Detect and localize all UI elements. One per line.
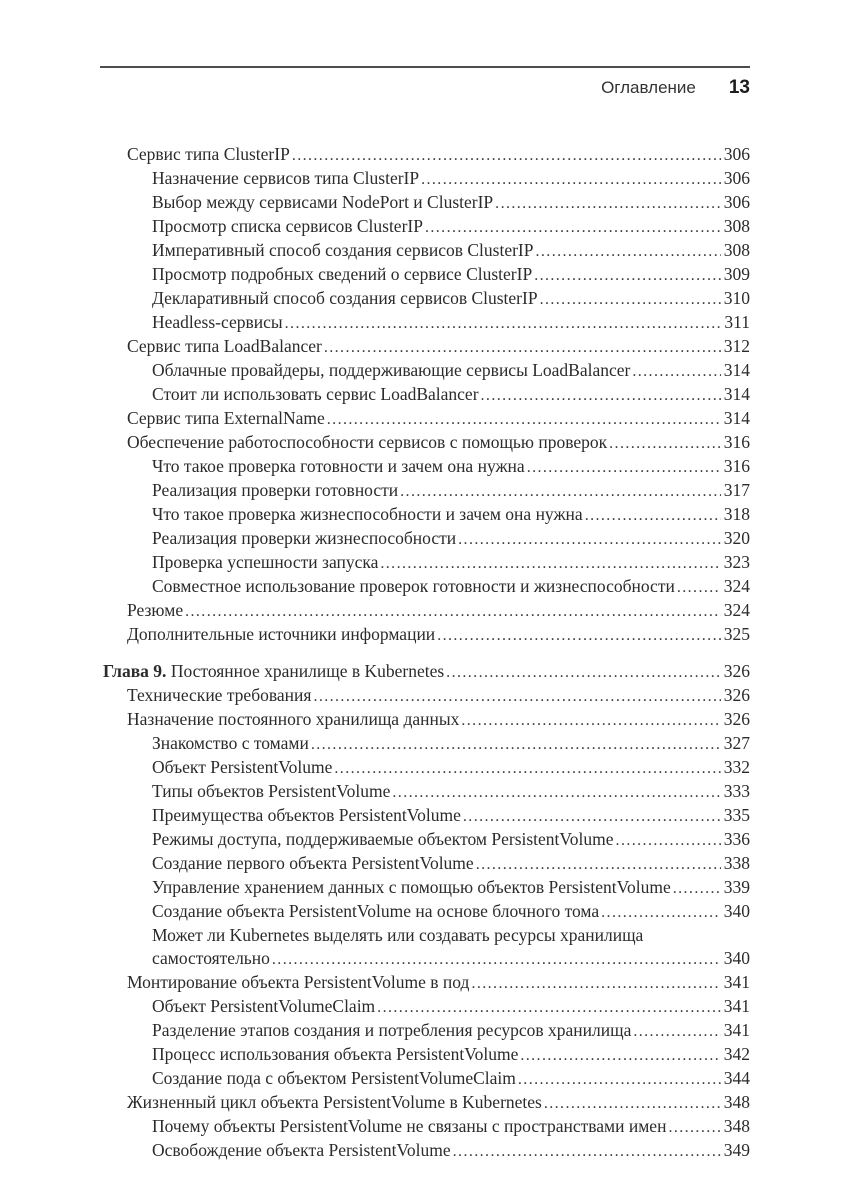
dot-leader bbox=[540, 287, 721, 311]
toc-entry-page-number: 342 bbox=[723, 1044, 750, 1064]
dot-leader bbox=[425, 215, 721, 239]
dot-leader bbox=[185, 599, 721, 623]
toc-entry-row bbox=[152, 780, 750, 804]
dot-leader bbox=[673, 876, 721, 900]
toc-entry-page-number: 341 bbox=[723, 972, 750, 992]
toc-entry-page-number: 306 bbox=[723, 192, 750, 212]
toc-entry-page-number: 344 bbox=[723, 1068, 750, 1088]
toc-entry-title: Облачные провайдеры, поддерживающие сервисы LoadBalancer bbox=[152, 360, 631, 380]
toc-entry-title: Почему объекты PersistentVolume не связаны с пространствами имен bbox=[152, 1116, 667, 1136]
toc-entry-row bbox=[103, 660, 750, 684]
toc-entry-row bbox=[127, 623, 750, 647]
dot-leader bbox=[677, 575, 721, 599]
dot-leader bbox=[585, 503, 721, 527]
toc-entry-page-number: 340 bbox=[723, 901, 750, 921]
toc-entry-page-number: 308 bbox=[723, 216, 750, 236]
toc-entry-row bbox=[127, 971, 750, 995]
dot-leader bbox=[285, 311, 722, 335]
toc-entry-title: Сервис типа ClusterIP bbox=[127, 144, 290, 164]
toc-entry-title: Может ли Kubernetes выделять или создавать ресурсы хранилища bbox=[152, 925, 644, 945]
toc-entry-title: Разделение этапов создания и потребления ресурсов хранилища bbox=[152, 1020, 632, 1040]
toc-entry bbox=[100, 527, 750, 551]
toc-entry-row bbox=[127, 335, 750, 359]
toc-entry-title: Процесс использования объекта PersistentVolume bbox=[152, 1044, 519, 1064]
toc-entry-title: Назначение постоянного хранилища данных bbox=[127, 709, 460, 729]
toc-entry-title: Сервис типа ExternalName bbox=[127, 408, 325, 428]
dot-leader bbox=[461, 708, 720, 732]
toc-entry bbox=[100, 551, 750, 575]
toc-entry-row bbox=[152, 947, 750, 971]
toc-entry-row bbox=[152, 167, 750, 191]
toc-entry bbox=[100, 1019, 750, 1043]
toc-entry bbox=[100, 359, 750, 383]
toc-entry bbox=[100, 1067, 750, 1091]
toc-entry-page-number: 318 bbox=[723, 504, 750, 524]
toc-entry-title: Глава 9. Постоянное хранилище в Kubernetes bbox=[103, 661, 445, 681]
toc-entry-page-number: 349 bbox=[723, 1140, 750, 1160]
toc-entry-page-number: 333 bbox=[723, 781, 750, 801]
toc-entry bbox=[100, 684, 750, 708]
toc-entry-title: Совместное использование проверок готовности и жизнеспособности bbox=[152, 576, 675, 596]
toc-entry bbox=[100, 900, 750, 924]
toc-entry-row bbox=[152, 995, 750, 1019]
dot-leader bbox=[272, 947, 721, 971]
dot-leader bbox=[292, 143, 721, 167]
toc-entry bbox=[100, 407, 750, 431]
toc-entry-title: Типы объектов PersistentVolume bbox=[152, 781, 391, 801]
toc-entry-title: Декларативный способ создания сервисов ClusterIP bbox=[152, 288, 538, 308]
toc-entry-title: Реализация проверки готовности bbox=[152, 480, 399, 500]
toc-entry-page-number: 326 bbox=[723, 709, 750, 729]
toc-entry bbox=[100, 876, 750, 900]
dot-leader bbox=[476, 852, 721, 876]
toc-entry-page-number: 314 bbox=[723, 360, 750, 380]
toc-entry bbox=[100, 828, 750, 852]
chapter-number-label: Глава 9. bbox=[103, 661, 171, 681]
dot-leader bbox=[377, 995, 721, 1019]
toc-entry-page-number: 309 bbox=[723, 264, 750, 284]
toc-entry-page-number: 332 bbox=[723, 757, 750, 777]
toc-entry-title: Технические требования bbox=[127, 685, 312, 705]
toc-entry-page-number: 324 bbox=[723, 576, 750, 596]
toc-entry-row bbox=[152, 732, 750, 756]
toc-entry-page-number: 316 bbox=[723, 456, 750, 476]
toc-entry-title: Режимы доступа, поддерживаемые объектом PersistentVolume bbox=[152, 829, 614, 849]
toc-entry-page-number: 335 bbox=[723, 805, 750, 825]
toc-entry-page-number: 308 bbox=[723, 240, 750, 260]
toc-entry-title: Стоит ли использовать сервис LoadBalancer bbox=[152, 384, 479, 404]
toc-entry-title: Создание пода с объектом PersistentVolumeClaim bbox=[152, 1068, 516, 1088]
toc-entry-page-number: 316 bbox=[723, 432, 750, 452]
toc-entry-row bbox=[152, 503, 750, 527]
toc-entry-title: Объект PersistentVolume bbox=[152, 757, 333, 777]
running-header-title: Оглавление bbox=[601, 78, 696, 97]
toc-entry-title: Жизненный цикл объекта PersistentVolume в Kubernetes bbox=[127, 1092, 542, 1112]
toc-entry bbox=[100, 287, 750, 311]
toc-entry-title: Проверка успешности запуска bbox=[152, 552, 379, 572]
toc-entry-row bbox=[152, 287, 750, 311]
toc-entry bbox=[100, 263, 750, 287]
toc-entry bbox=[100, 335, 750, 359]
toc-entry-title: самостоятельно bbox=[152, 948, 270, 968]
toc-entry bbox=[100, 804, 750, 828]
toc-entry-row bbox=[152, 263, 750, 287]
toc-entry bbox=[100, 575, 750, 599]
toc-entry-title: Знакомство с томами bbox=[152, 733, 309, 753]
toc-entry bbox=[100, 431, 750, 455]
dot-leader bbox=[495, 191, 721, 215]
toc-entry-page-number: 310 bbox=[723, 288, 750, 308]
toc-entry-title: Дополнительные источники информации bbox=[127, 624, 436, 644]
dot-leader bbox=[458, 527, 721, 551]
toc-entry-row bbox=[152, 828, 750, 852]
toc-entry-row bbox=[152, 1067, 750, 1091]
toc-entry-title: Реализация проверки жизнеспособности bbox=[152, 528, 457, 548]
dot-leader bbox=[544, 1091, 721, 1115]
toc-entry-row bbox=[152, 852, 750, 876]
toc-entry-row bbox=[152, 239, 750, 263]
toc-entry-row bbox=[152, 900, 750, 924]
toc-entry-page-number: 306 bbox=[723, 144, 750, 164]
toc-entry-page-number: 325 bbox=[723, 624, 750, 644]
toc-entry bbox=[100, 924, 750, 971]
toc-entry-title: Монтирование объекта PersistentVolume в под bbox=[127, 972, 470, 992]
toc-entry-row bbox=[127, 431, 750, 455]
toc-entry-row bbox=[152, 756, 750, 780]
toc-entry-page-number: 306 bbox=[723, 168, 750, 188]
toc-entry-row bbox=[152, 1043, 750, 1067]
dot-leader bbox=[324, 335, 721, 359]
toc-entry bbox=[100, 756, 750, 780]
toc-entry-page-number: 314 bbox=[723, 408, 750, 428]
dot-leader bbox=[518, 1067, 721, 1091]
toc-entry-row bbox=[127, 407, 750, 431]
toc-entry-page-number: 326 bbox=[723, 685, 750, 705]
dot-leader bbox=[380, 551, 720, 575]
toc-entry-page-number: 336 bbox=[723, 829, 750, 849]
toc-entry bbox=[100, 1115, 750, 1139]
dot-leader bbox=[481, 383, 721, 407]
toc-entry bbox=[100, 455, 750, 479]
toc-entry bbox=[100, 995, 750, 1019]
toc-entry-title: Просмотр подробных сведений о сервисе ClusterIP bbox=[152, 264, 533, 284]
dot-leader bbox=[437, 623, 721, 647]
toc-entry-title: Headless-сервисы bbox=[152, 312, 283, 332]
toc-entry-row bbox=[152, 575, 750, 599]
toc-entry-row bbox=[152, 804, 750, 828]
dot-leader bbox=[327, 407, 721, 431]
running-header bbox=[100, 66, 750, 99]
dot-leader bbox=[527, 455, 721, 479]
toc-entry bbox=[100, 1091, 750, 1115]
dot-leader bbox=[421, 167, 721, 191]
toc-entry-row bbox=[127, 1091, 750, 1115]
toc-entry-row bbox=[152, 876, 750, 900]
toc-entry bbox=[100, 383, 750, 407]
toc-entry-page-number: 338 bbox=[723, 853, 750, 873]
toc-entry bbox=[100, 479, 750, 503]
toc-entry-row bbox=[127, 599, 750, 623]
toc-entry-page-number: 340 bbox=[723, 948, 750, 968]
toc-entry-row bbox=[152, 215, 750, 239]
toc-entry-row bbox=[127, 708, 750, 732]
toc-entry bbox=[100, 167, 750, 191]
toc-entry-page-number: 327 bbox=[723, 733, 750, 753]
toc-entry bbox=[100, 599, 750, 623]
toc-entry-row bbox=[152, 527, 750, 551]
toc-entry-row bbox=[152, 479, 750, 503]
toc-entry-title: Сервис типа LoadBalancer bbox=[127, 336, 322, 356]
toc-entry bbox=[100, 503, 750, 527]
toc-entry bbox=[100, 852, 750, 876]
toc-entry-title: Освобождение объекта PersistentVolume bbox=[152, 1140, 451, 1160]
toc-entry-row bbox=[152, 191, 750, 215]
toc-entry-title: Назначение сервисов типа ClusterIP bbox=[152, 168, 420, 188]
toc-entry-row bbox=[152, 924, 750, 947]
toc-entry-row bbox=[152, 359, 750, 383]
dot-leader bbox=[633, 1019, 720, 1043]
toc-entry-title: Создание объекта PersistentVolume на основе блочного тома bbox=[152, 901, 600, 921]
toc-entry bbox=[100, 780, 750, 804]
toc-entry-title: Обеспечение работоспособности сервисов с помощью проверок bbox=[127, 432, 608, 452]
dot-leader bbox=[392, 780, 720, 804]
dot-leader bbox=[311, 732, 721, 756]
toc-entry-title: Выбор между сервисами NodePort и ClusterIP bbox=[152, 192, 494, 212]
toc-entry-row bbox=[152, 311, 750, 335]
toc-entry-title: Что такое проверка готовности и зачем она нужна bbox=[152, 456, 525, 476]
toc-entry-page-number: 314 bbox=[723, 384, 750, 404]
toc-list bbox=[100, 143, 750, 1163]
dot-leader bbox=[400, 479, 721, 503]
toc-entry-page-number: 348 bbox=[723, 1092, 750, 1112]
dot-leader bbox=[609, 431, 721, 455]
dot-leader bbox=[453, 1139, 721, 1163]
toc-entry-title: Просмотр списка сервисов ClusterIP bbox=[152, 216, 423, 236]
toc-entry bbox=[100, 708, 750, 732]
toc-entry bbox=[100, 239, 750, 263]
toc-entry-row bbox=[152, 383, 750, 407]
dot-leader bbox=[471, 971, 720, 995]
dot-leader bbox=[334, 756, 720, 780]
toc-entry-row bbox=[152, 1019, 750, 1043]
toc-entry-page-number: 320 bbox=[723, 528, 750, 548]
toc-entry-page-number: 312 bbox=[723, 336, 750, 356]
toc-entry-page-number: 341 bbox=[723, 1020, 750, 1040]
dot-leader bbox=[520, 1043, 720, 1067]
toc-entry-row bbox=[127, 684, 750, 708]
toc-entry-chapter bbox=[100, 660, 750, 684]
toc-entry-title: Императивный способ создания сервисов ClusterIP bbox=[152, 240, 534, 260]
dot-leader bbox=[632, 359, 720, 383]
toc-entry-page-number: 339 bbox=[723, 877, 750, 897]
dot-leader bbox=[616, 828, 721, 852]
dot-leader bbox=[313, 684, 720, 708]
toc-entry bbox=[100, 732, 750, 756]
toc-entry bbox=[100, 971, 750, 995]
toc-entry-title: Резюме bbox=[127, 600, 184, 620]
dot-leader bbox=[446, 660, 721, 684]
toc-entry bbox=[100, 1139, 750, 1163]
toc-entry-row bbox=[152, 1115, 750, 1139]
running-header-page-number: 13 bbox=[728, 77, 750, 98]
toc-entry bbox=[100, 623, 750, 647]
toc-entry-page-number: 311 bbox=[724, 312, 750, 332]
toc-entry-page-number: 323 bbox=[723, 552, 750, 572]
toc-entry-row bbox=[127, 143, 750, 167]
toc-entry-title: Создание первого объекта PersistentVolume bbox=[152, 853, 474, 873]
toc-entry-row bbox=[152, 1139, 750, 1163]
toc-entry bbox=[100, 215, 750, 239]
toc-entry-row bbox=[152, 551, 750, 575]
toc-entry-page-number: 341 bbox=[723, 996, 750, 1016]
dot-leader bbox=[601, 900, 721, 924]
dot-leader bbox=[668, 1115, 720, 1139]
toc-entry-row bbox=[152, 455, 750, 479]
toc-entry-page-number: 317 bbox=[723, 480, 750, 500]
dot-leader bbox=[463, 804, 721, 828]
toc-entry-page-number: 324 bbox=[723, 600, 750, 620]
toc-entry-page-number: 348 bbox=[723, 1116, 750, 1136]
toc-entry-title: Что такое проверка жизнеспособности и зачем она нужна bbox=[152, 504, 583, 524]
toc-entry-title: Преимущества объектов PersistentVolume bbox=[152, 805, 461, 825]
toc-entry bbox=[100, 1043, 750, 1067]
toc-entry bbox=[100, 311, 750, 335]
dot-leader bbox=[536, 239, 721, 263]
toc-entry-title: Управление хранением данных с помощью объектов PersistentVolume bbox=[152, 877, 671, 897]
dot-leader bbox=[534, 263, 721, 287]
toc-entry bbox=[100, 143, 750, 167]
toc-entry bbox=[100, 191, 750, 215]
toc-entry-title: Объект PersistentVolumeClaim bbox=[152, 996, 376, 1016]
toc-entry-page-number: 326 bbox=[723, 661, 750, 681]
